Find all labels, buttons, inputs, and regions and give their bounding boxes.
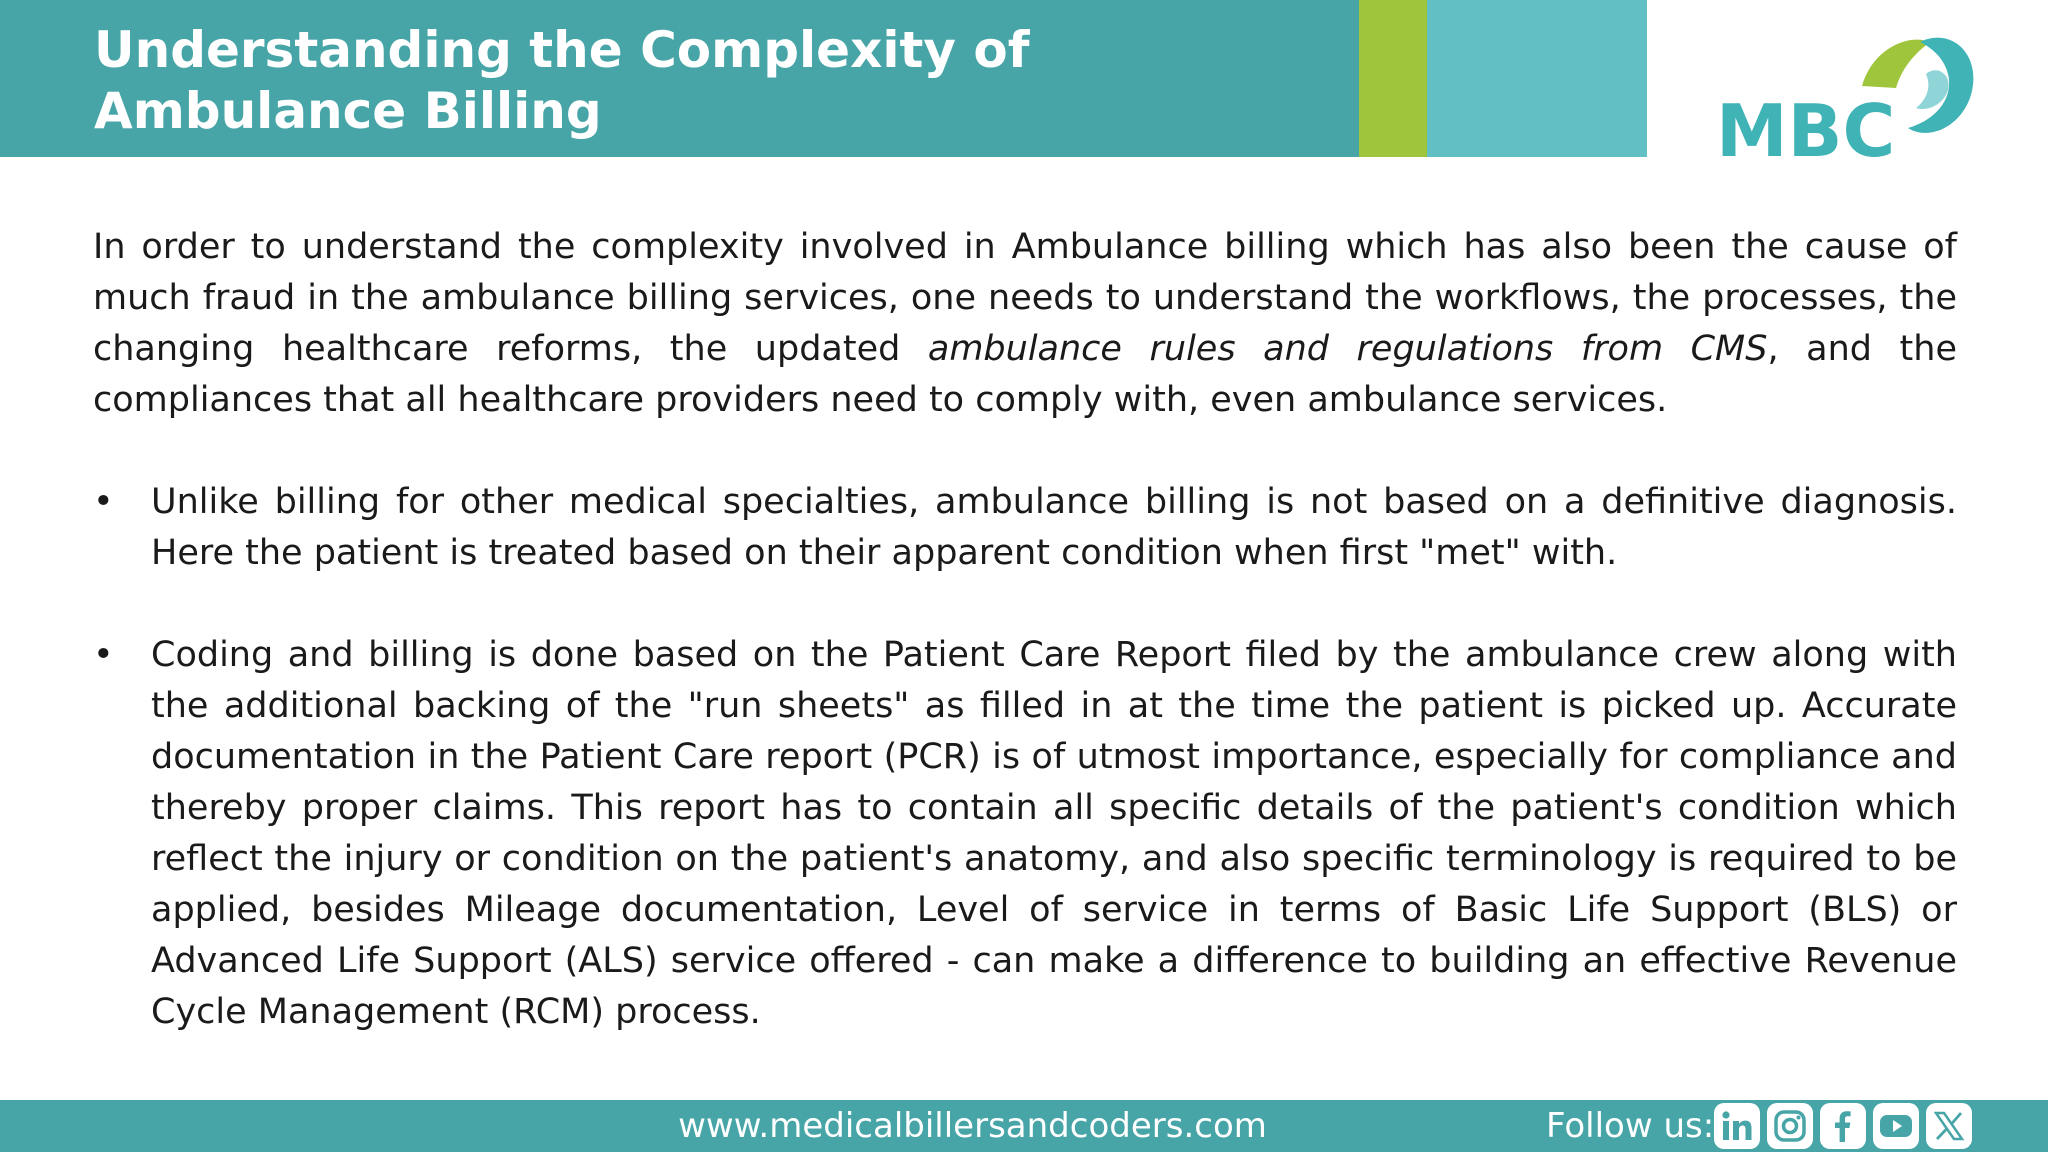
intro-text-start: In order to understand the complexity involved in Ambulance billing which has also been the cause of much fraud in the ambulance billing services, one needs to understand the workflows, the processes, the changing healthcare reforms, the updated — [93, 227, 1957, 369]
header-bar — [0, 0, 1359, 157]
list-item-text: Unlike billing for other medical specialties, ambulance billing is not based on a definitive diagnosis. Here the patient is treated based on their apparent condition when first "met" with. — [151, 482, 1957, 573]
bullet-marker: • — [93, 482, 114, 522]
bullet-marker: • — [93, 635, 114, 675]
instagram-icon[interactable] — [1767, 1103, 1813, 1149]
list-item — [93, 477, 1957, 579]
social-icons — [1714, 1103, 1972, 1149]
footer-bar — [0, 1100, 2048, 1152]
intro-emphasis: ambulance rules and regulations from CMS — [927, 329, 1768, 369]
mbc-logo — [1712, 28, 2002, 168]
follow-label: Follow us: — [1546, 1106, 1715, 1146]
header-accent-teal — [1427, 0, 1647, 157]
linkedin-icon[interactable] — [1714, 1103, 1760, 1149]
facebook-icon[interactable] — [1820, 1103, 1866, 1149]
list-item-text: Coding and billing is done based on the Patient Care Report filed by the ambulance crew along with the additional backing of the "run sheets" as filled in at the time the patient is picked up. Accurate documentation in the Patient Care report (PCR) is of utmost importance, especially for compliance and thereby proper claims. This report has to contain all specific details of the patient's condition which reflect the injury or condition on the patient's anatomy, and also specific terminology is required to be applied, besides Mileage documentation, Level of service in terms of Basic Life Support (BLS) or Advanced Life Support (ALS) service offered - can make a difference to building an effective Revenue Cycle Management (RCM) process. — [151, 635, 1957, 1032]
logo-text: MBC — [1716, 89, 1896, 168]
main-content — [93, 222, 1957, 1089]
header-accent-green — [1359, 0, 1427, 157]
intro-paragraph — [93, 222, 1957, 426]
page-title: Understanding the Complexity of Ambulance Billing — [94, 21, 1030, 140]
x-icon[interactable] — [1926, 1103, 1972, 1149]
website-link[interactable]: www.medicalbillersandcoders.com — [678, 1106, 1267, 1146]
list-item — [93, 630, 1957, 1038]
youtube-icon[interactable] — [1873, 1103, 1919, 1149]
bullet-list — [93, 477, 1957, 1038]
intro-text-end: , and the compliances that all healthcare providers need to comply with, even ambulance services. — [93, 329, 1957, 420]
